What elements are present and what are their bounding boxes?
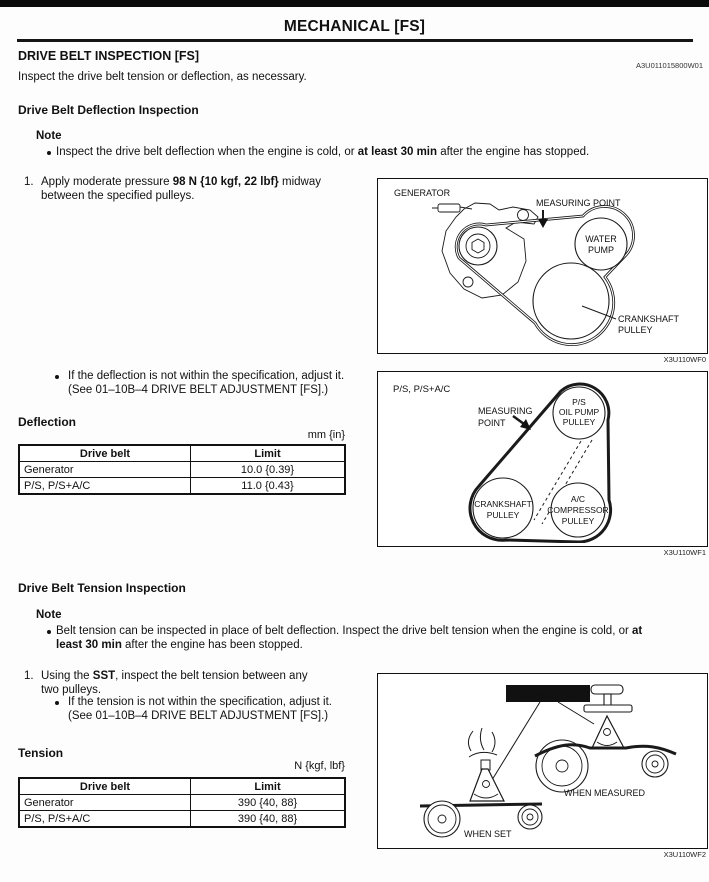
- deflection-col-header: Drive belt: [19, 445, 191, 462]
- belt-routing-figure: [377, 178, 708, 354]
- tension-col-header: Limit: [191, 778, 346, 795]
- generator-mount-hole: [463, 277, 473, 287]
- tension-step-text: Using the SST, inspect the belt tension between any two pulleys.: [41, 670, 308, 696]
- deflection-limit-cell: 11.0 {0.43}: [191, 478, 346, 495]
- pulley: [536, 740, 588, 792]
- deflection-col-header: Limit: [191, 445, 346, 462]
- variant-label: P/S, P/S+A/C: [393, 384, 451, 395]
- oil-pump-label: OIL PUMP: [558, 407, 600, 417]
- page-title: MECHANICAL [FS]: [283, 18, 426, 35]
- measuring-point-arrow-icon: [520, 419, 531, 430]
- title-divider: [17, 39, 693, 42]
- bullet-icon: [47, 151, 51, 155]
- crankshaft-label: PULLEY: [618, 325, 653, 335]
- table-row: [19, 478, 345, 495]
- compressor-label: PULLEY: [561, 516, 595, 526]
- oil-pump-label: P/S: [572, 397, 586, 407]
- pulley: [424, 801, 460, 837]
- bullet-icon: [55, 701, 59, 705]
- deflection-step-text: Apply moderate pressure 98 N {10 kgf, 22 lbf} midway between the specified pulleys.: [41, 176, 321, 202]
- section-heading: DRIVE BELT INSPECTION [FS]: [18, 49, 200, 63]
- water-pump-label: PUMP: [587, 245, 615, 255]
- measuring-point-label: POINT: [478, 418, 506, 428]
- top-black-bar: [0, 0, 709, 7]
- tension-table-label: Tension: [18, 746, 64, 760]
- measuring-point-label: MEASURING POINT: [536, 198, 621, 208]
- table-row: [19, 811, 345, 828]
- tension-belt-cell: Generator: [19, 795, 191, 811]
- deflection-heading: Drive Belt Deflection Inspection: [18, 103, 199, 117]
- deflection-step-number: 1.: [24, 176, 34, 188]
- tension-note-text: Belt tension can be inspected in place of belt deflection. Inspect the drive belt tension when the engine is cold, or at least 30 min after the engine has been stopped.: [56, 625, 643, 651]
- tension-belt-cell: P/S, P/S+A/C: [19, 811, 191, 828]
- sst-gauge-body: [592, 716, 624, 748]
- when-set-label: WHEN SET: [464, 829, 512, 839]
- crankshaft-label: CRANKSHAFT: [474, 499, 532, 509]
- table-row: [19, 462, 345, 478]
- crankshaft-label: PULLEY: [486, 510, 520, 520]
- oil-pump-label: PULLEY: [562, 417, 596, 427]
- intro-paragraph: Inspect the drive belt tension or deflection, as necessary.: [18, 71, 307, 83]
- figure-caption: X3U110WF1: [663, 548, 706, 557]
- deflection-spec-text: If the deflection is not within the specification, adjust it. (See 01–10B–4 DRIVE BELT ADJUSTMENT [FS].): [68, 370, 345, 396]
- measuring-point-label: MEASURING: [478, 406, 533, 416]
- sst-wings: [584, 705, 632, 712]
- crankshaft-pulley: [533, 263, 609, 339]
- deflection-limit-cell: 10.0 {0.39}: [191, 462, 346, 478]
- tension-note-label: Note: [36, 609, 62, 621]
- sst-gauge-body: [470, 769, 504, 801]
- tension-col-header: Drive belt: [19, 778, 191, 795]
- generator-pulley: [459, 227, 497, 265]
- ps-ac-routing-figure: [377, 371, 708, 547]
- water-pump-label: WATER: [585, 234, 617, 244]
- when-measured-label: WHEN MEASURED: [564, 788, 646, 798]
- sst-lever-detail: [468, 728, 497, 757]
- tension-step-number: 1.: [24, 670, 34, 682]
- tension-table: [18, 777, 346, 828]
- tension-units: N {kgf, lbf}: [294, 760, 345, 772]
- deflection-belt-cell: Generator: [19, 462, 191, 478]
- sst-t-handle: [591, 685, 623, 694]
- deflection-table-label: Deflection: [18, 415, 77, 429]
- adjuster-bolt: [438, 204, 460, 212]
- measuring-arrow-shaft: [513, 416, 524, 424]
- compressor-label: A/C: [570, 494, 586, 504]
- figure-caption: X3U110WF2: [663, 850, 706, 859]
- compressor-label: COMPRESSOR: [547, 505, 609, 515]
- deflection-note-text: Inspect the drive belt deflection when the engine is cold, or at least 30 min after the engine has stopped.: [56, 146, 590, 158]
- tension-spec-text: If the tension is not within the specification, adjust it. (See 01–10B–4 DRIVE BELT ADJUSTMENT [FS].): [68, 696, 333, 722]
- water-pump-pulley: [575, 218, 627, 270]
- deflection-note-label: Note: [36, 130, 62, 142]
- document-code: A3U011015800W01: [636, 61, 703, 70]
- bullet-icon: [55, 375, 59, 379]
- tension-heading: Drive Belt Tension Inspection: [18, 581, 186, 595]
- measuring-point-arrow-icon: [538, 219, 548, 228]
- deflection-table: [18, 444, 346, 495]
- sst-usage-figure: [377, 673, 708, 849]
- deflection-units: mm {in}: [307, 429, 345, 441]
- tension-limit-cell: 390 {40, 88}: [191, 795, 346, 811]
- bullet-icon: [47, 630, 51, 634]
- generator-label: GENERATOR: [394, 188, 451, 198]
- generator-arm-hole: [518, 210, 529, 221]
- sst-number-label: 49 9200 020A: [518, 689, 578, 701]
- sst-leader-line: [492, 702, 540, 780]
- figure-caption: X3U110WF0: [663, 355, 706, 364]
- crankshaft-label: CRANKSHAFT: [618, 314, 680, 324]
- table-row: [19, 795, 345, 811]
- tension-limit-cell: 390 {40, 88}: [191, 811, 346, 828]
- deflection-belt-cell: P/S, P/S+A/C: [19, 478, 191, 495]
